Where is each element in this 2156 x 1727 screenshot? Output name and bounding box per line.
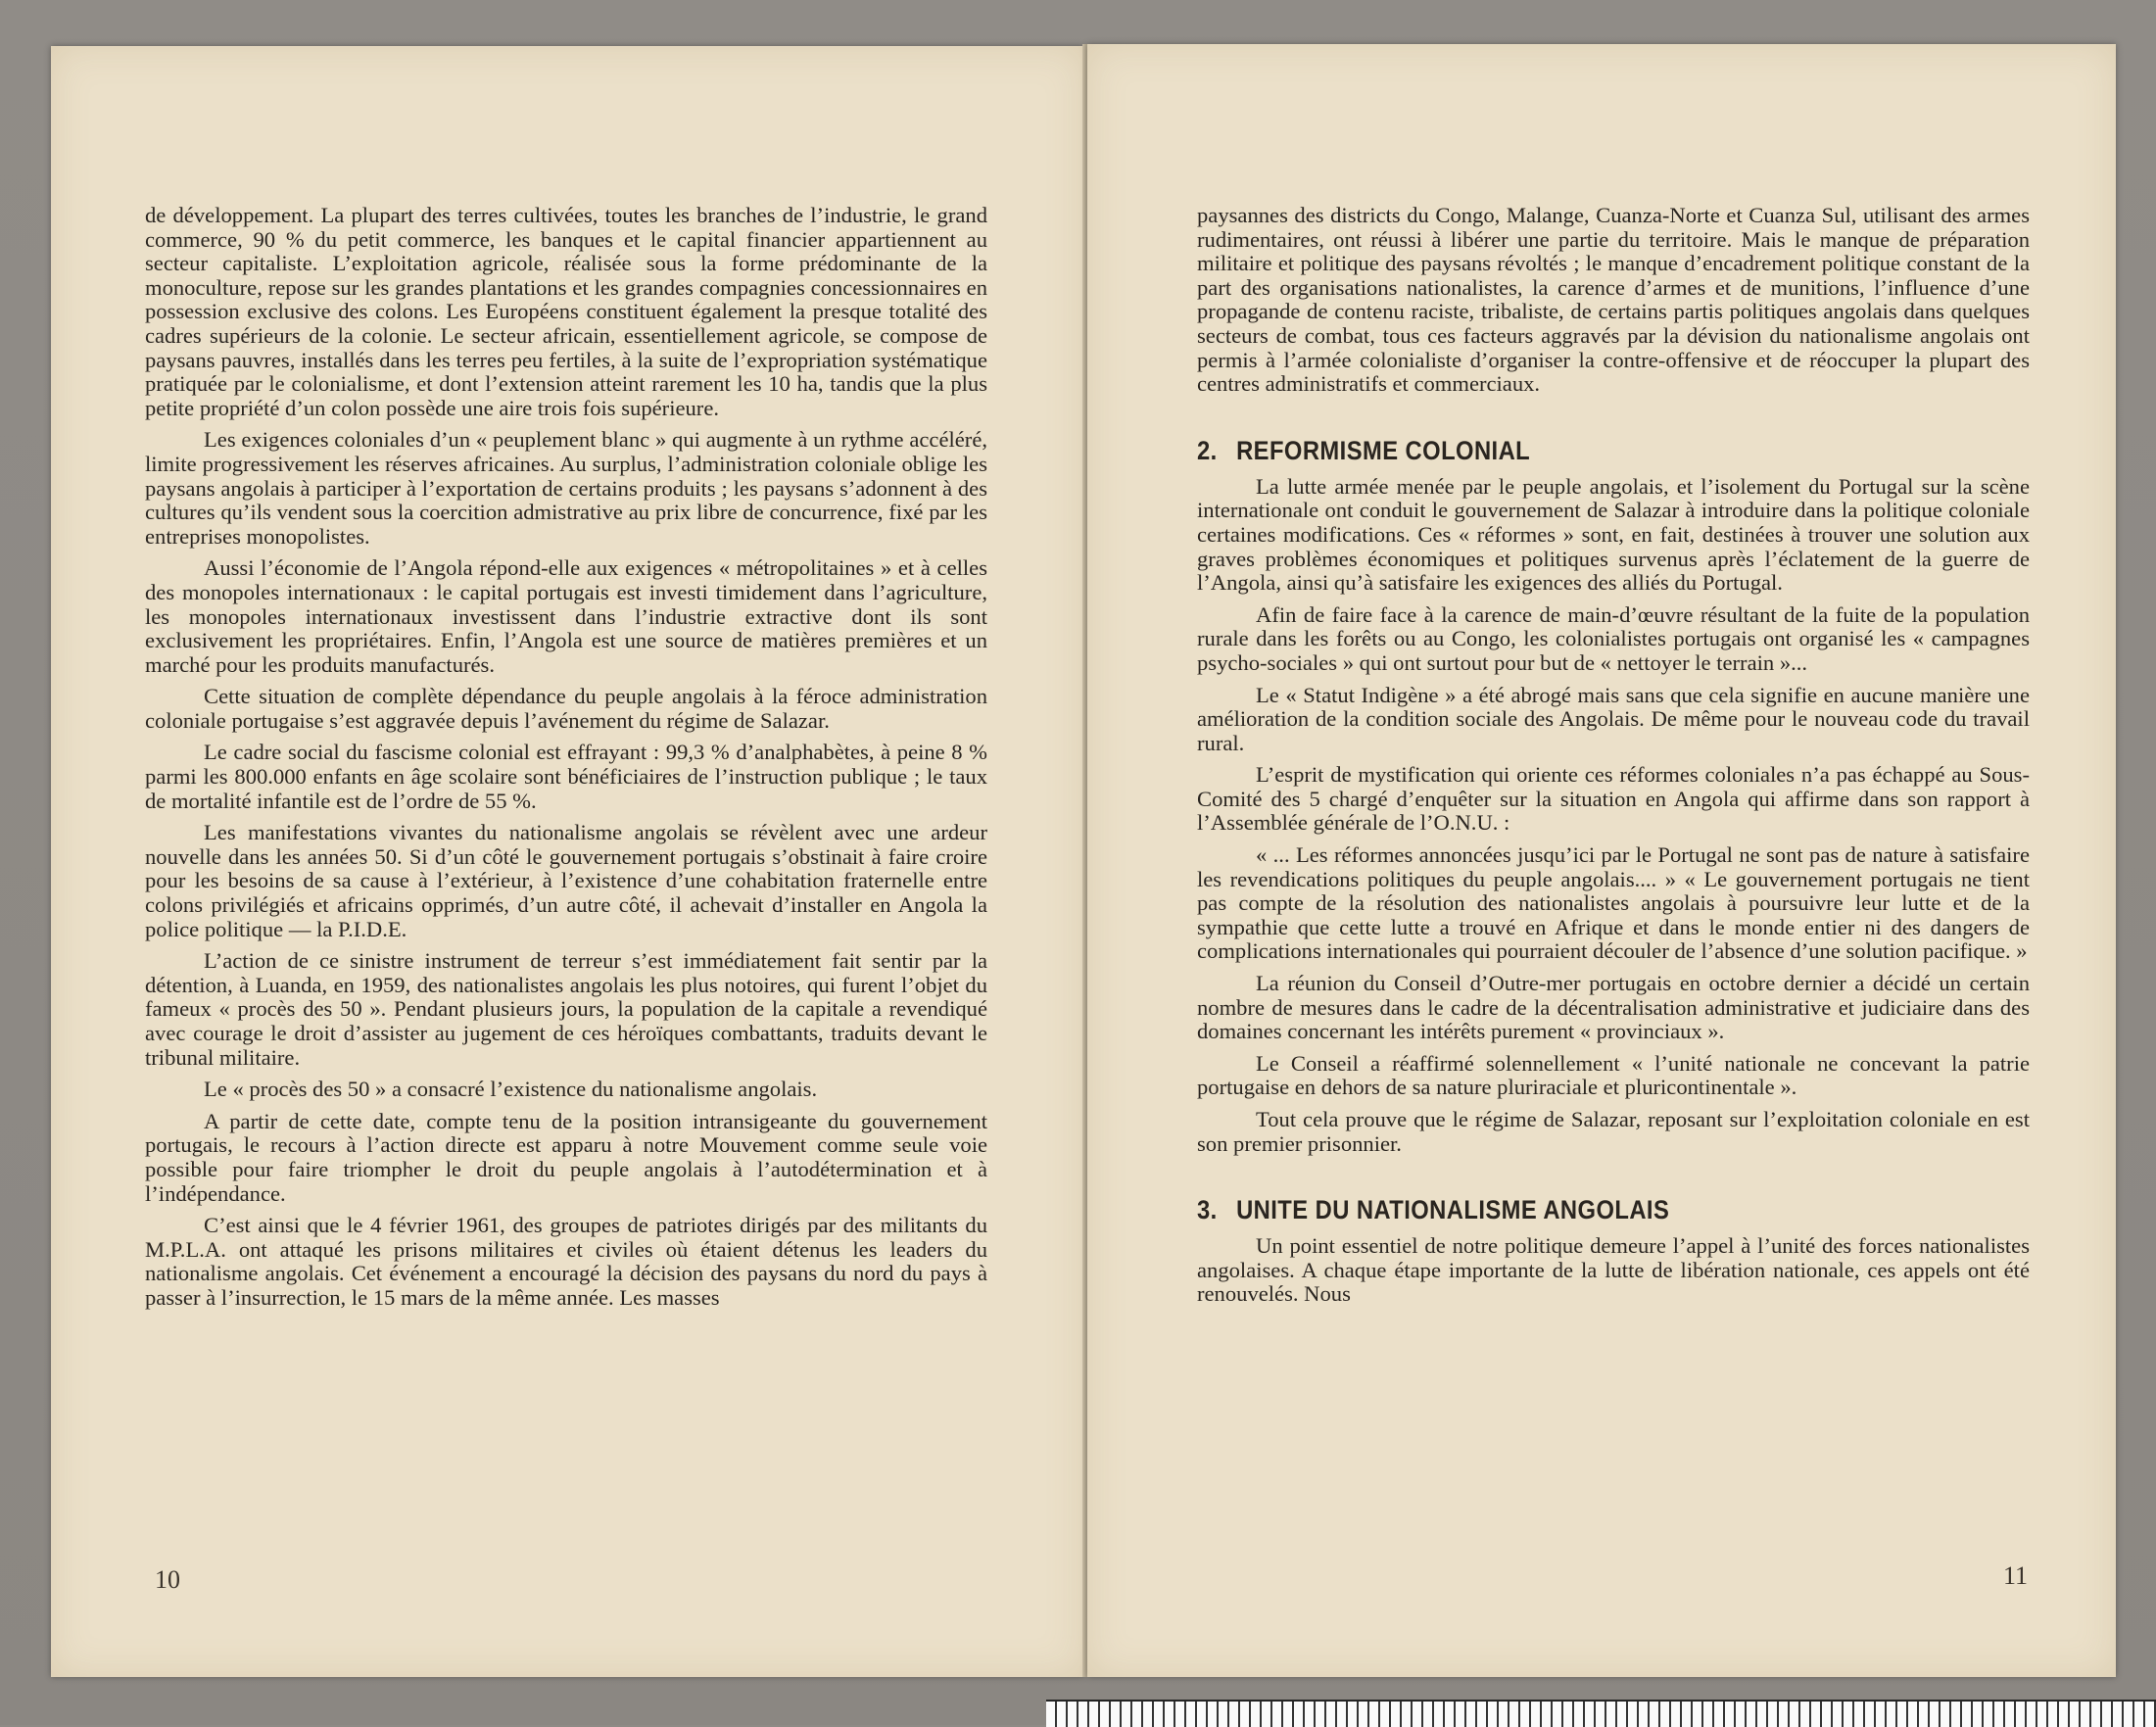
paragraph: Les manifestations vivantes du nationalisme angolais se révèlent avec une ardeur nouvelle dans les années 50. Si d’un côté le gouvernement portugais s’obstinait à faire croire pour les besoins de sa cause à l’extérieur, à l’existence d’une cohabitation fraternelle entre colons privilégiés et africains opprimés, d’un autre côté, il achevait d’installer en Angola la police politique — la P.I.D.E. — [145, 820, 987, 941]
scale-ruler — [1046, 1700, 2156, 1727]
paragraph: Aussi l’économie de l’Angola répond-elle aux exigences « métropolitaines » et à celles des monopoles internationaux : le capital portugais est investi timidement dans l’agriculture, les monopoles internationaux investissent dans l’industrie extractive dont ils sont exclusivement les propriétaires. Enfin, l’Angola est une source de matières premières et un marché pour les produits manufacturés. — [145, 555, 987, 677]
page-number-left: 10 — [155, 1565, 180, 1594]
section-number: 2. — [1197, 435, 1218, 465]
section-number: 3. — [1197, 1195, 1218, 1225]
paragraph: paysannes des districts du Congo, Malange, Cuanza-Norte et Cuanza Sul, utilisant des armes rudimentaires, ont réussi à libérer une partie du territoire. Mais le manque de préparation militaire et politique des paysans révoltés ; le manque d’encadrement politique constant de la part des organisations nationalistes, la carence d’armes et de munitions, l’influence d’une propagande de contenu raciste, tribaliste, de certains partis politiques angolais dans quelques secteurs de combat, tous ces facteurs aggravés par la dévision du nationalisme angolais ont permis à l’armée colonialiste d’organiser la contre-offensive et de réoccuper la plupart des centres administratifs et commerciaux. — [1197, 203, 2030, 397]
paragraph: C’est ainsi que le 4 février 1961, des groupes de patriotes dirigés par des militants du M.P.L.A. ont attaqué les prisons militaires et civiles où étaient détenus les leaders du nationalisme angolais. Cet événement a encouragé la décision des paysans du nord du pays à passer à l’insurrection, le 15 mars de la même année. Les masses — [145, 1213, 987, 1310]
section-heading-reformisme — [1197, 436, 1930, 465]
section-title: UNITE DU NATIONALISME ANGOLAIS — [1236, 1195, 1670, 1225]
right-page-text — [1197, 204, 2030, 1315]
paragraph: Le « Statut Indigène » a été abrogé mais sans que cela signifie en aucune manière une amélioration de la condition sociale des Angolais. De même pour le nouveau code du travail rural. — [1197, 682, 2030, 755]
paragraph: Le « procès des 50 » a consacré l’existence du nationalisme angolais. — [204, 1077, 818, 1102]
paragraph: de développement. La plupart des terres cultivées, toutes les branches de l’industrie, le grand commerce, 90 % du petit commerce, les banques et le capital financier appartiennent au secteur capitaliste. L’exploitation agricole, réalisée sous la forme prédominante de la monoculture, repose sur les grandes plantations et les grandes compagnies concessionnaires en possession exclusive des colons. Les Européens constituent également la presque totalité des cadres supérieurs de la colonie. Le secteur africain, essentiellement agricole, se compose de paysans pauvres, installés dans les terres peu fertiles, à la suite de l’expropriation systématique pratiquée par le colonialisme, et dont l’extension atteint rarement les 10 ha, tandis que la plus petite propriété d’un colon possède une aire trois fois supérieure. — [145, 203, 987, 420]
paragraph: Afin de faire face à la carence de main-d’œuvre résultant de la fuite de la population rurale dans les forêts ou au Congo, les colonialistes portugais ont organisé les « campagnes psycho-sociales » qui ont surtout pour but de « nettoyer le terrain »... — [1197, 601, 2030, 675]
paragraph: Cette situation de complète dépendance du peuple angolais à la féroce administration coloniale portugaise s’est aggravée depuis l’avénement du régime de Salazar. — [145, 684, 987, 733]
paragraph: La réunion du Conseil d’Outre-mer portugais en octobre dernier a décidé un certain nombre de mesures dans le cadre de la décentralisation administrative et judiciaire dans des domaines concernant les intérêts purement « provinciaux ». — [1197, 971, 2030, 1044]
section-heading-unite — [1197, 1195, 1930, 1224]
quote-paragraph: « ... Les réformes annoncées jusqu’ici par le Portugal ne sont pas de nature à satisfaire les revendications politiques du peuple angolais.... » « Le gouvernement portugais ne tient pas compte de la résolution des nationalistes angolais à poursuivre leur lutte et de la sympathie que cette lutte a trouvé en Afrique et dans le monde entier ni des dangers de complications internationales qui pourraient découler de l’absence d’une solution pacifique. » — [1197, 842, 2030, 964]
paragraph: Le cadre social du fascisme colonial est effrayant : 99,3 % d’analphabètes, à peine 8 % parmi les 800.000 enfants en âge scolaire sont bénéficiaires de l’instruction publique ; le taux de mortalité infantile est de l’ordre de 55 %. — [145, 740, 987, 813]
paragraph: La lutte armée menée par le peuple angolais, et l’isolement du Portugal sur la scène internationale ont conduit le gouvernement de Salazar à introduire dans la politique coloniale certaines modifications. Ces « réformes » sont, en fait, destinées à trouver une solution aux graves problèmes économiques et politiques survenus après l’éclatement de la guerre de l’Angola, ainsi qu’à satisfaire les exigences des alliés du Portugal. — [1197, 473, 2030, 596]
paragraph: Un point essentiel de notre politique demeure l’appel à l’unité des forces nationalistes angolaises. A chaque étape importante de la lutte de libération nationale, ces appels ont été renouvelés. Nous — [1197, 1233, 2030, 1307]
paragraph: Tout cela prouve que le régime de Salazar, reposant sur l’exploitation coloniale en est son premier prisonnier. — [1197, 1107, 2030, 1156]
paragraph: L’action de ce sinistre instrument de terreur s’est immédiatement fait sentir par la détention, à Luanda, en 1959, des nationalistes angolais les plus notoires, qui furent l’objet du fameux « procès des 50 ». Pendant plusieurs jours, la population de la capitale a revendiqué avec courage le droit d’assister au jugement de ces héroïques combattants, traduits devant le tribunal militaire. — [145, 948, 987, 1070]
paragraph: Le Conseil a réaffirmé solennellement « l’unité nationale ne concevant la patrie portugaise en dehors de sa nature pluriraciale et pluricontinentale ». — [1197, 1050, 2030, 1100]
page-number-right: 11 — [2003, 1561, 2029, 1590]
paragraph: L’esprit de mystification qui oriente ces réformes coloniales n’a pas échappé au Sous-Comité des 5 chargé d’enquêter sur la situation en Angola qui affirme dans son rapport à l’Assemblée générale de l’O.N.U. : — [1197, 762, 2030, 836]
left-page-text — [145, 204, 987, 1319]
section-title: REFORMISME COLONIAL — [1236, 435, 1531, 465]
paragraph: A partir de cette date, compte tenu de la position intransigeante du gouvernement portugais, le recours à l’action directe est apparu à notre Mouvement comme seule voie possible pour faire triompher le droit du peuple angolais à l’autodétermination et à l’indépendance. — [145, 1108, 987, 1206]
paragraph: Les exigences coloniales d’un « peuplement blanc » qui augmente à un rythme accéléré, limite progressivement les réserves africaines. Au surplus, l’administration coloniale oblige les paysans angolais à participer à l’exportation de certains produits ; les paysans s’adonnent à des cultures qu’ils vendent sous la coercition admistrative au prix libre de concurrence, fixé par les entreprises monopolistes. — [145, 427, 987, 549]
